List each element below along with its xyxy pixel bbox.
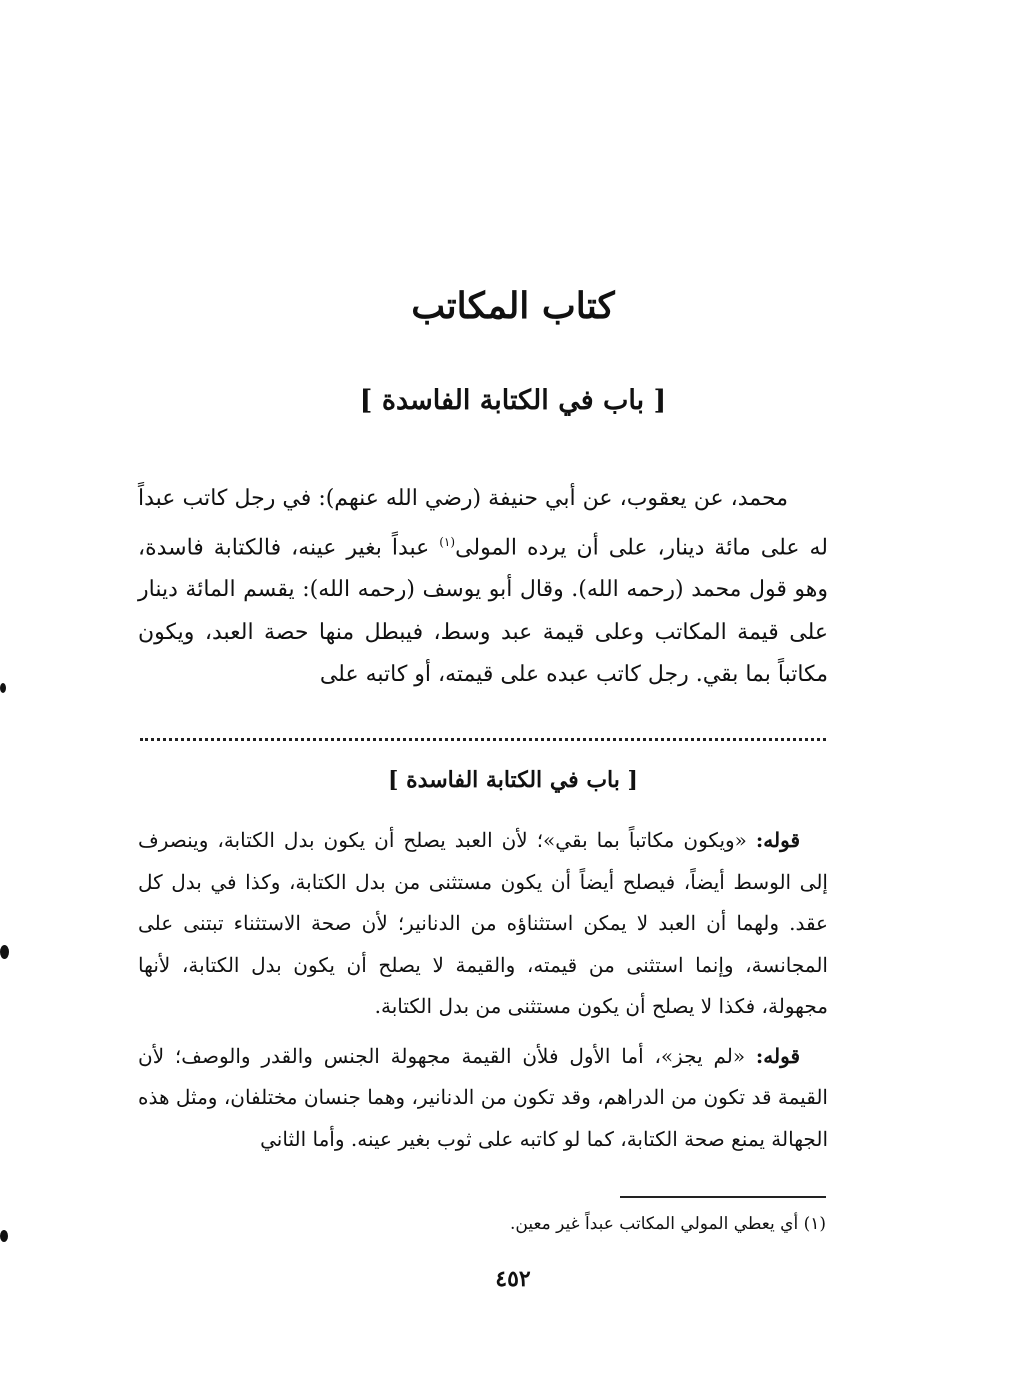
book-title: كتاب المكاتب <box>411 285 615 327</box>
commentary-block <box>138 820 828 1168</box>
commentary-text: «ويكون مكاتباً بما بقي»؛ لأن العبد يصلح أن يكون بدل الكتابة، وينصرف إلى الوسط أيضاً، فيصلح أيضاً أن يكون مستثنى من بدل الكتابة، وكذا في بدل كل عقد. ولهما أن العبد لا يمكن استثناؤه من الدنانير؛ لأن صحة الاستثناء تبتنى على المجانسة، وإنما استثنى من قيمته، والقيمة لا يصلح أن يكون بدل الكتابة، لأنها مجهولة، فكذا لا يصلح أن يكون مستثنى من بدل الكتابة. <box>138 828 828 1018</box>
footnote-rule <box>620 1196 826 1198</box>
footnote-reference: (١) <box>439 534 456 549</box>
commentary-heading: [ باب في الكتابة الفاسدة ] <box>388 767 638 793</box>
commentary-lead: قوله: <box>755 1043 800 1068</box>
chapter-heading: [ باب في الكتابة الفاسدة ] <box>359 385 667 416</box>
scan-speck <box>0 683 6 693</box>
matn-paragraph <box>138 478 828 697</box>
page-number: ٤٥٢ <box>495 1266 531 1292</box>
commentary-paragraph <box>138 1036 828 1161</box>
dotted-separator <box>140 738 826 747</box>
footnote: (١) أي يعطي المولي المكاتب عبداً غير معين. <box>509 1214 826 1234</box>
matn-text-block <box>138 478 828 697</box>
matn-text-part-1: محمد، عن يعقوب، عن أبي حنيفة (رضي الله عنهم): في رجل كاتب عبداً له على مائة دينار، على أن يرده المولى <box>138 486 828 560</box>
scan-speck <box>0 945 9 959</box>
scan-speck <box>0 1230 8 1242</box>
matn-text-part-2: عبداً بغير عينه، فالكتابة فاسدة، وهو قول محمد (رحمه الله). وقال أبو يوسف (رحمه الله): يقسم المائة دينار على قيمة المكاتب وعلى قيمة عبد وسط، فيبطل منها حصة العبد، ويكون مكاتباً بما بقي. رجل كاتب عبده على قيمته، أو كاتبه على <box>138 534 828 688</box>
commentary-text: «لم يجز»، أما الأول فلأن القيمة مجهولة الجنس والقدر والوصف؛ لأن القيمة قد تكون من الدراهم، وقد تكون من الدنانير، وهما جنسان مختلفان، ومثل هذه الجهالة يمنع صحة الكتابة، كما لو كاتبه على ثوب بغير عينه. وأما الثاني <box>138 1043 828 1151</box>
commentary-paragraph <box>138 820 828 1028</box>
commentary-lead: قوله: <box>755 828 800 852</box>
